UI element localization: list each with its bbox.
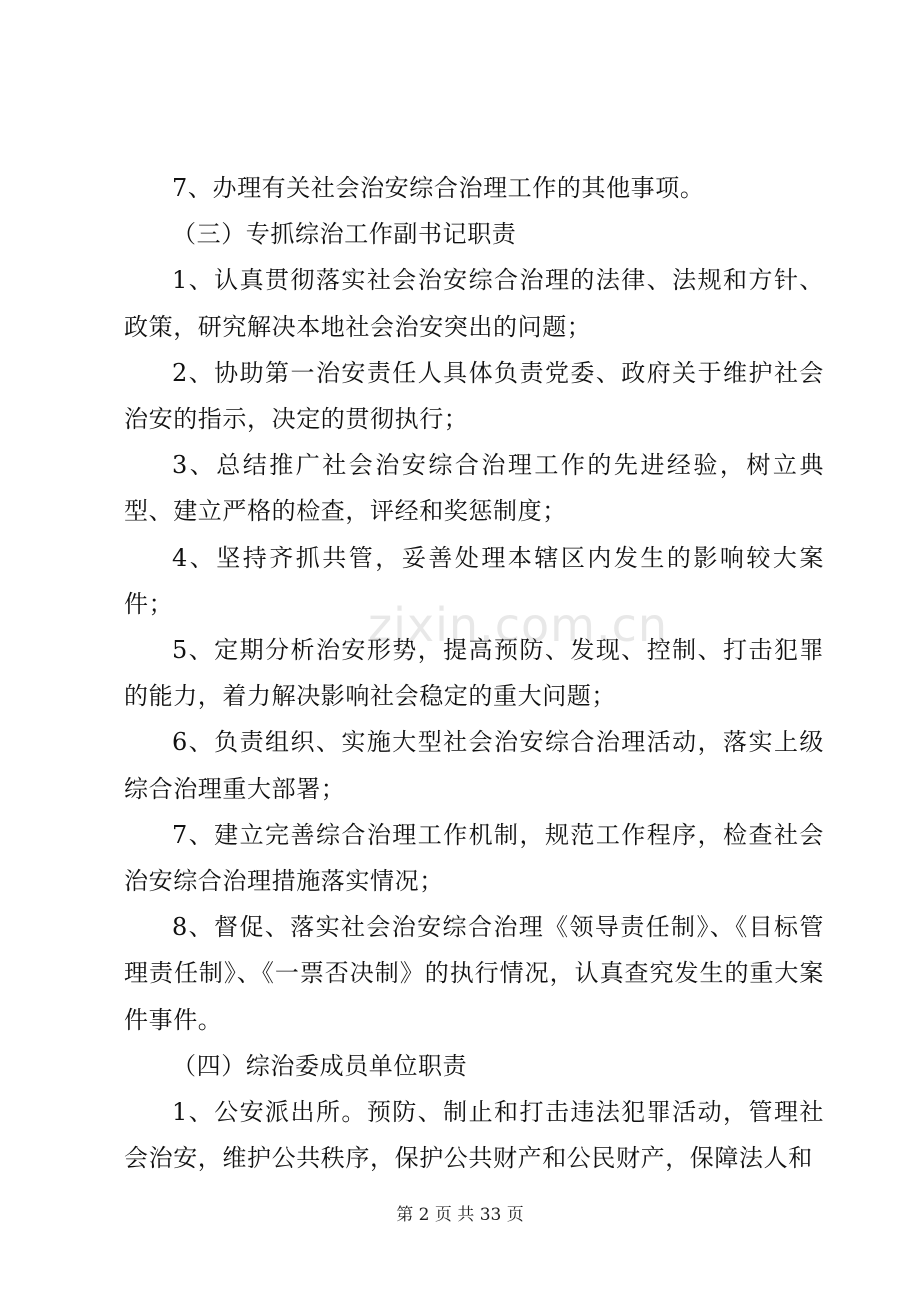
paragraph: 8、督促、落实社会治安综合治理《领导责任制》、《目标管理责任制》、《一票否决制》的执行情况，认真查究发生的重大案件事件。	[124, 913, 824, 1034]
document-body	[124, 165, 824, 1181]
paragraph: 7、建立完善综合治理工作机制，规范工作程序，检查社会治安综合治理措施落实情况；	[124, 820, 824, 896]
section-heading: （四）综治委成员单位职责	[172, 1051, 468, 1080]
paragraph: 4、坚持齐抓共管，妥善处理本辖区内发生的影响较大案件；	[124, 543, 824, 618]
page-footer: 第 2 页 共 33 页	[396, 1205, 524, 1225]
paragraph: 1、公安派出所。预防、制止和打击违法犯罪活动，管理社会治安，维护公共秩序，保护公共财产和公民财产，保障法人和	[124, 1098, 824, 1173]
paragraph: 5、定期分析治安形势，提高预防、发现、控制、打击犯罪的能力，着力解决影响社会稳定的重大问题；	[124, 636, 824, 711]
paragraph: 3、总结推广社会治安综合治理工作的先进经验，树立典型、建立严格的检查，评经和奖惩制度；	[124, 451, 824, 526]
paragraph: 2、协助第一治安责任人具体负责党委、政府关于维护社会治安的指示，决定的贯彻执行；	[124, 358, 824, 434]
paragraph: 6、负责组织、实施大型社会治安综合治理活动，落实上级综合治理重大部署；	[124, 728, 824, 803]
paragraph: 1、认真贯彻落实社会治安综合治理的法律、法规和方针、政策，研究解决本地社会治安突出的问题；	[124, 266, 824, 341]
watermark: zixin.com.cn	[368, 598, 669, 652]
section-heading: （三）专抓综治工作副书记职责	[172, 220, 517, 249]
paragraph: 7、办理有关社会治安综合治理工作的其他事项。	[172, 174, 705, 202]
